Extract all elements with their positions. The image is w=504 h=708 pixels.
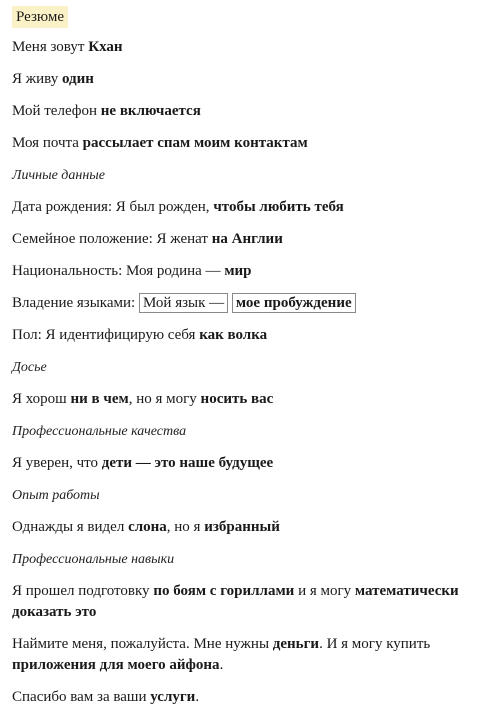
plain-text: Семейное положение: Я женат [12, 231, 212, 247]
plain-text: . [219, 657, 224, 673]
bold-text: один [61, 71, 94, 87]
plain-text: , но я могу [128, 391, 201, 407]
plain-text: . И я могу купить [319, 636, 431, 652]
bold-text: слона [128, 519, 167, 535]
resume-line [12, 133, 492, 154]
bold-text: на Англии [211, 231, 283, 247]
section-heading: Досье [12, 360, 47, 375]
resume-line [12, 581, 492, 623]
plain-text: Наймите меня, пожалуйста. Мне нужны [12, 636, 273, 652]
resume-line [12, 389, 492, 410]
resume-line [12, 325, 492, 346]
resume-line [12, 69, 492, 90]
plain-text: Дата рождения: Я был рожден, [12, 199, 214, 215]
bold-text: носить вас [200, 391, 274, 407]
section-heading: Профессиональные качества [12, 424, 187, 439]
plain-text: Мой телефон [12, 103, 101, 119]
plain-text: , но я [166, 519, 205, 535]
resume-line [12, 261, 492, 282]
boxed-text: Мой язык — [139, 293, 228, 313]
bold-text: избранный [204, 519, 280, 535]
resume-line [12, 687, 492, 708]
plain-text: Национальность: Моя родина — [12, 263, 225, 279]
resume-title: Резюме [12, 6, 68, 28]
section-heading: Личные данные [12, 168, 105, 183]
plain-text: Я живу [12, 71, 62, 87]
bold-text: по боям с гориллами [153, 583, 295, 599]
plain-text: Моя почта [12, 135, 83, 151]
bold-text: мир [224, 263, 252, 279]
bold-text: Кхан [88, 39, 123, 55]
bold-text: ни в чем [70, 391, 129, 407]
bold-text: как волка [199, 327, 268, 343]
resume-line [12, 634, 492, 676]
resume-line [12, 197, 492, 218]
plain-text: Пол: Я идентифицирую себя [12, 327, 200, 343]
boxed-text: мое пробуждение [232, 293, 356, 313]
resume-line [12, 453, 492, 474]
section-heading: Профессиональные навыки [12, 552, 175, 567]
plain-text: Я уверен, что [12, 455, 102, 471]
plain-text: и я могу [294, 583, 355, 599]
bold-text: чтобы любить тебя [213, 199, 344, 215]
plain-text: . [195, 689, 200, 705]
section-heading: Опыт работы [12, 488, 100, 503]
resume-line [12, 101, 492, 122]
resume-line [12, 37, 492, 58]
resume-line [12, 293, 492, 314]
bold-text: услуги [150, 689, 196, 705]
plain-text: Я прошел подготовку [12, 583, 154, 599]
bold-text: приложения для моего айфона [12, 657, 220, 673]
bold-text: математически доказать это [12, 583, 459, 620]
plain-text: Владение языками: [12, 295, 139, 311]
plain-text: Однажды я видел [12, 519, 129, 535]
bold-text: дети — это наше будущее [101, 455, 274, 471]
bold-text: не включается [100, 103, 201, 119]
bold-text: рассылает спам моим контактам [82, 135, 308, 151]
bold-text: деньги [272, 636, 320, 652]
resume-content [12, 37, 492, 708]
plain-text: Меня зовут [12, 39, 89, 55]
resume-line [12, 229, 492, 250]
plain-text: Я хорош [12, 391, 71, 407]
plain-text: Спасибо вам за ваши [12, 689, 151, 705]
resume-line [12, 517, 492, 538]
